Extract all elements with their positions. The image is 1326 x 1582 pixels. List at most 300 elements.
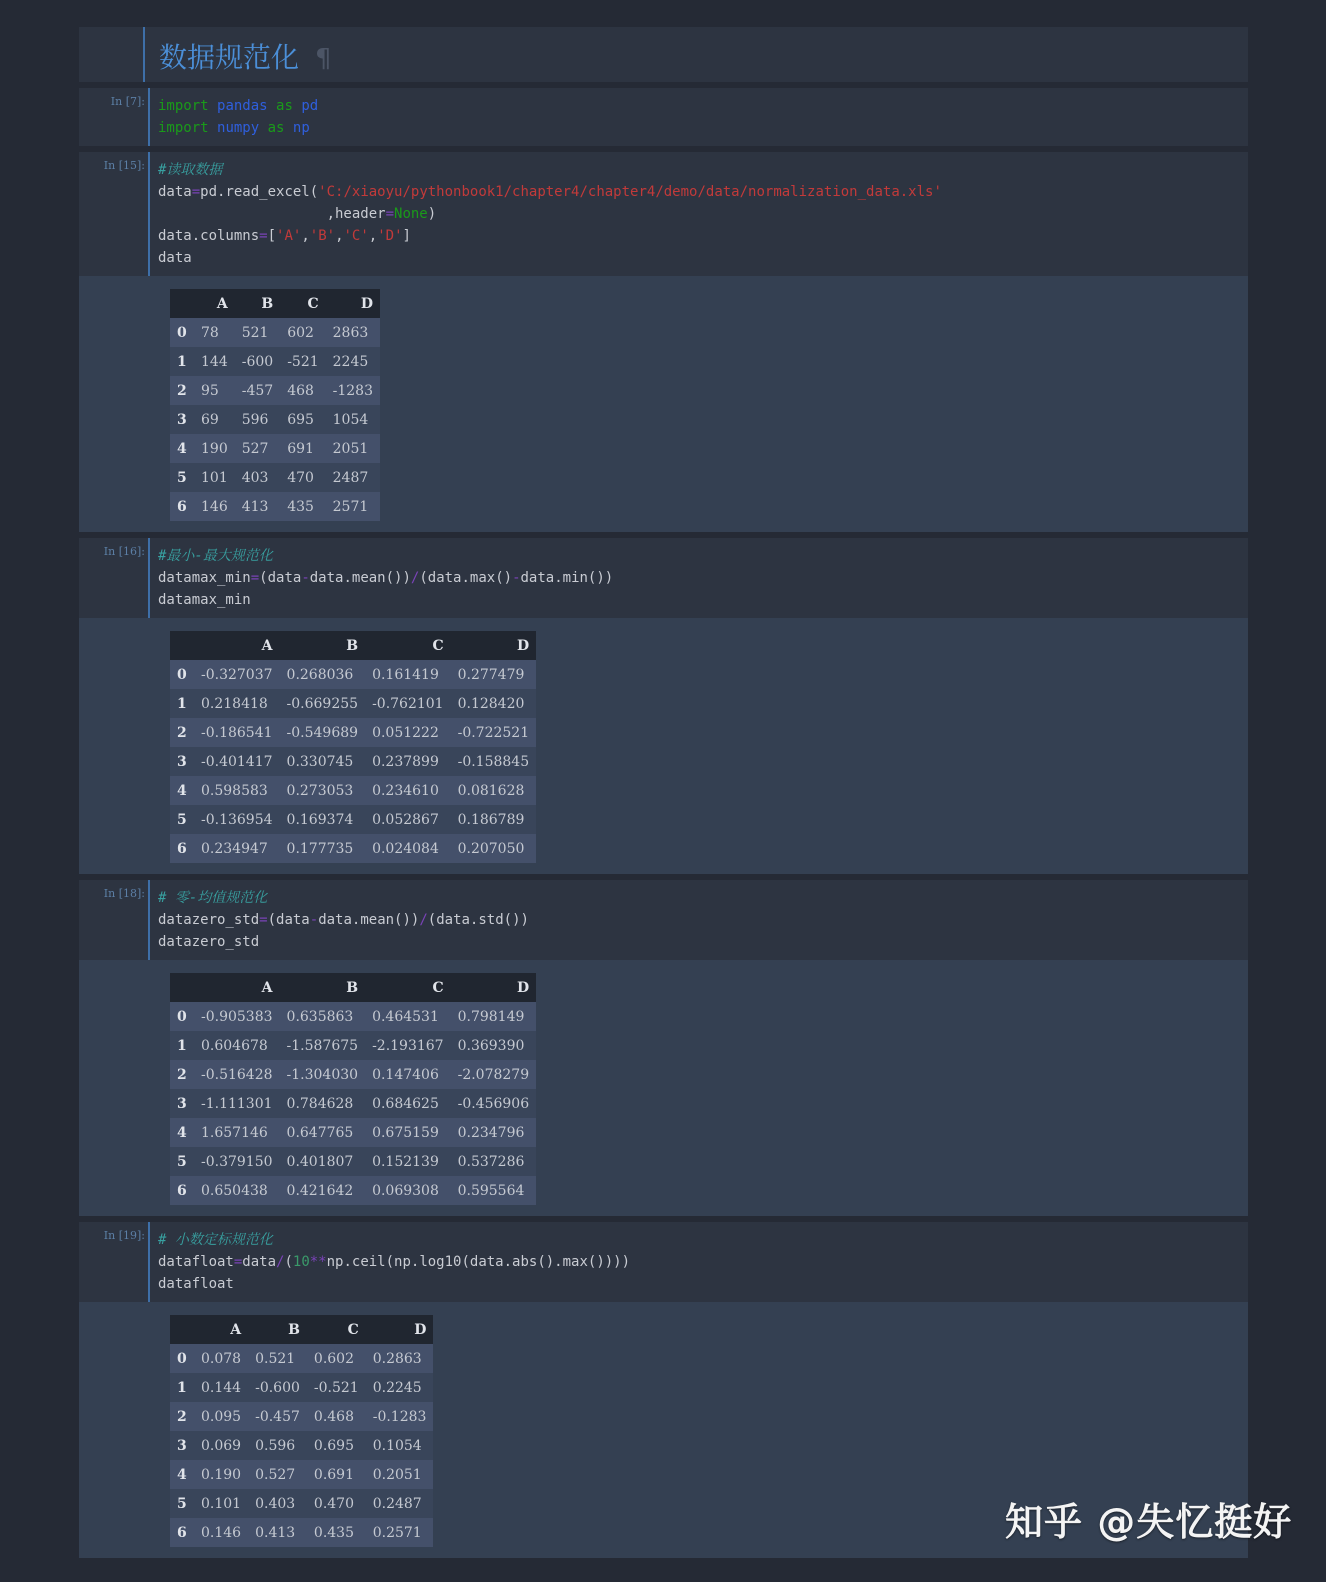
table-cell: 0.207050 [451, 834, 537, 863]
table-row [170, 434, 380, 463]
table-row [170, 660, 536, 689]
row-index: 1 [170, 1373, 194, 1402]
code-token: = [250, 570, 260, 586]
table-cell: -0.186541 [194, 718, 280, 747]
input-area [79, 88, 1248, 146]
table-cell: 0.177735 [280, 834, 366, 863]
row-index: 1 [170, 1031, 194, 1060]
code-token: (data.max() [419, 570, 513, 586]
column-header: C [307, 1315, 366, 1344]
watermark: 知乎 @失忆挺好 [1005, 1500, 1293, 1544]
table-cell: 0.470 [307, 1489, 366, 1518]
code-line [158, 545, 1248, 567]
table-cell: 0.146 [194, 1518, 248, 1547]
code-token: (data [259, 570, 302, 586]
section-heading [159, 36, 332, 76]
output-area [79, 276, 1248, 532]
input-area [79, 538, 1248, 618]
code-token: 'C' [343, 228, 369, 244]
code-line [158, 567, 1248, 589]
table-cell: -2.078279 [451, 1060, 537, 1089]
code-token: = [191, 184, 201, 200]
code-token: 'B' [309, 228, 336, 244]
table-cell: 435 [280, 492, 325, 521]
table-row [170, 689, 536, 718]
table-cell: 190 [194, 434, 235, 463]
code-token: 'A' [276, 228, 302, 244]
row-index: 3 [170, 1089, 194, 1118]
table-cell: 2051 [326, 434, 380, 463]
table-cell: 78 [194, 318, 235, 347]
table-cell: -0.516428 [194, 1060, 280, 1089]
code-token: = [259, 912, 268, 928]
code-token: data [242, 1254, 277, 1270]
code-token: = [259, 228, 268, 244]
table-row [170, 347, 380, 376]
table-cell: -0.669255 [280, 689, 366, 718]
column-header: B [280, 631, 366, 660]
code-token: None [394, 206, 428, 222]
table-cell: -0.600 [248, 1373, 307, 1402]
code-token: datafloat [158, 1276, 234, 1292]
row-index: 4 [170, 1460, 194, 1489]
table-row [170, 376, 380, 405]
table-cell: 2487 [326, 463, 380, 492]
row-index: 4 [170, 776, 194, 805]
table-row [170, 1489, 433, 1518]
table-cell: -1.587675 [280, 1031, 366, 1060]
code-line [158, 589, 1248, 611]
code-token: datamax_min [158, 592, 251, 608]
column-header: A [194, 1315, 248, 1344]
row-index: 3 [170, 405, 194, 434]
table-cell: 0.330745 [280, 747, 366, 776]
input-prompt: In [19]: [103, 1229, 145, 1242]
table-row [170, 1431, 433, 1460]
code-token: , [368, 228, 378, 244]
code-editor[interactable] [148, 538, 1248, 618]
column-header: B [235, 289, 280, 318]
markdown-cell[interactable] [79, 27, 1248, 82]
table-cell: -457 [235, 376, 280, 405]
table-cell: -0.457 [248, 1402, 307, 1431]
table-cell: 0.069 [194, 1431, 248, 1460]
code-token: = [385, 206, 395, 222]
code-token: np [292, 120, 310, 136]
code-token: 10 [292, 1254, 310, 1270]
table-cell: 403 [235, 463, 280, 492]
column-header: D [366, 1315, 434, 1344]
column-header: B [280, 973, 366, 1002]
input-prompt: In [7]: [110, 95, 145, 108]
code-token: - [512, 570, 521, 586]
table-cell: 0.081628 [451, 776, 537, 805]
column-header: C [365, 973, 451, 1002]
code-token [268, 98, 276, 114]
table-cell: 0.468 [307, 1402, 366, 1431]
row-index: 5 [170, 1489, 194, 1518]
table-cell: 0.2487 [366, 1489, 434, 1518]
table-cell: -0.1283 [366, 1402, 434, 1431]
row-index: 5 [170, 1147, 194, 1176]
table-cell: 1.657146 [194, 1118, 280, 1147]
code-token: / [276, 1254, 285, 1270]
table-header-row [170, 631, 536, 660]
table-cell: 0.186789 [451, 805, 537, 834]
table-cell: 0.647765 [280, 1118, 366, 1147]
table-cell: -0.158845 [451, 747, 537, 776]
table-cell: 0.369390 [451, 1031, 537, 1060]
row-index: 0 [170, 1002, 194, 1031]
table-cell: 0.147406 [365, 1060, 451, 1089]
table-cell: -0.722521 [451, 718, 537, 747]
column-header: D [451, 973, 537, 1002]
table-cell: -0.327037 [194, 660, 280, 689]
code-token: (data [267, 912, 310, 928]
table-cell: 468 [280, 376, 325, 405]
code-token [259, 120, 267, 136]
input-area [79, 1222, 1248, 1302]
table-cell: -1.111301 [194, 1089, 280, 1118]
table-cell: -1283 [326, 376, 380, 405]
code-cell[interactable] [79, 88, 1248, 146]
index-header [170, 289, 194, 318]
table-cell: -2.193167 [365, 1031, 451, 1060]
row-index: 2 [170, 718, 194, 747]
code-line [158, 931, 1248, 953]
code-token: , [335, 228, 344, 244]
table-cell: -600 [235, 347, 280, 376]
code-token: data.min()) [520, 570, 614, 586]
code-token: data.mean()) [318, 912, 420, 928]
table-row [170, 1002, 536, 1031]
table-cell: 0.128420 [451, 689, 537, 718]
table-row [170, 805, 536, 834]
code-token: ) [427, 206, 437, 222]
code-token: / [419, 912, 428, 928]
input-prompt: In [16]: [103, 545, 145, 558]
table-cell: -0.379150 [194, 1147, 280, 1176]
code-token: data.mean()) [309, 570, 411, 586]
table-row [170, 1118, 536, 1147]
dataframe-table [170, 289, 380, 521]
code-token [209, 98, 217, 114]
code-token: pd [301, 98, 319, 114]
row-index: 0 [170, 660, 194, 689]
output-area [79, 960, 1248, 1216]
table-cell: 0.675159 [365, 1118, 451, 1147]
code-token: 'C:/xiaoyu/pythonbook1/chapter4/chapter4/demo/data/normalization_data.xls' [318, 184, 942, 200]
row-index: 3 [170, 747, 194, 776]
code-editor[interactable] [148, 1222, 1248, 1302]
table-cell: 0.161419 [365, 660, 451, 689]
code-line [158, 225, 1248, 247]
column-header: A [194, 631, 280, 660]
table-cell: 2245 [326, 347, 380, 376]
table-cell: 0.691 [307, 1460, 366, 1489]
table-cell: -1.304030 [280, 1060, 366, 1089]
code-token: data [158, 184, 192, 200]
code-token: - [301, 570, 310, 586]
table-cell: 527 [235, 434, 280, 463]
code-token: ( [284, 1254, 293, 1270]
table-cell: 1054 [326, 405, 380, 434]
table-cell: 596 [235, 405, 280, 434]
table-cell: 0.1054 [366, 1431, 434, 1460]
code-line [158, 887, 1248, 909]
table-cell: 0.169374 [280, 805, 366, 834]
index-header [170, 973, 194, 1002]
table-cell: 0.237899 [365, 747, 451, 776]
code-token: datazero_std [158, 912, 260, 928]
code-token: import [158, 120, 209, 136]
code-line [158, 1273, 1248, 1295]
table-row [170, 318, 380, 347]
table-cell: 0.598583 [194, 776, 280, 805]
code-line [158, 159, 1248, 181]
table-row [170, 463, 380, 492]
code-line [158, 117, 1248, 139]
table-cell: 0.527 [248, 1460, 307, 1489]
row-index: 5 [170, 463, 194, 492]
table-cell: 0.684625 [365, 1089, 451, 1118]
code-token: (data.std()) [427, 912, 529, 928]
code-token: - [309, 912, 319, 928]
code-token: ] [402, 228, 411, 244]
code-line [158, 203, 1248, 225]
column-header: A [194, 289, 235, 318]
code-token: / [410, 570, 420, 586]
table-cell: -521 [280, 347, 325, 376]
row-index: 2 [170, 1402, 194, 1431]
column-header: A [194, 973, 280, 1002]
table-cell: 0.277479 [451, 660, 537, 689]
table-row [170, 776, 536, 805]
table-cell: 95 [194, 376, 235, 405]
row-index: 6 [170, 1518, 194, 1547]
code-token: pd.read_excel( [200, 184, 319, 200]
table-cell: 2571 [326, 492, 380, 521]
code-token: ,header [158, 206, 386, 222]
table-cell: 0.2051 [366, 1460, 434, 1489]
table-cell: 0.051222 [365, 718, 451, 747]
dataframe-table [170, 1315, 433, 1547]
table-header-row [170, 973, 536, 1002]
code-token [209, 120, 217, 136]
code-line [158, 1229, 1248, 1251]
code-editor[interactable] [148, 152, 1248, 276]
table-row [170, 1176, 536, 1205]
code-token: datamax_min [158, 570, 251, 586]
code-cells [79, 88, 1248, 1558]
code-token: data.columns [158, 228, 260, 244]
table-cell: 470 [280, 463, 325, 492]
table-row [170, 405, 380, 434]
input-area [79, 880, 1248, 960]
code-token: as [267, 120, 285, 136]
table-cell: 413 [235, 492, 280, 521]
table-header-row [170, 1315, 433, 1344]
row-index: 6 [170, 492, 194, 521]
code-token: datafloat [158, 1254, 234, 1270]
dataframe-table [170, 631, 536, 863]
input-prompt: In [15]: [103, 159, 145, 172]
table-cell: 144 [194, 347, 235, 376]
code-token: [ [267, 228, 277, 244]
notebook [79, 27, 1248, 1564]
table-cell: 101 [194, 463, 235, 492]
table-cell: 0.078 [194, 1344, 248, 1373]
table-cell: 0.024084 [365, 834, 451, 863]
table-row [170, 1373, 433, 1402]
table-cell: 0.2571 [366, 1518, 434, 1547]
code-token: as [276, 98, 293, 114]
table-cell: 0.190 [194, 1460, 248, 1489]
table-cell: 0.2863 [366, 1344, 434, 1373]
column-header: D [326, 289, 380, 318]
code-token: , [301, 228, 310, 244]
column-header: C [365, 631, 451, 660]
code-token: 'D' [377, 228, 403, 244]
index-header [170, 631, 194, 660]
cell-selection-bar [143, 27, 145, 82]
table-cell: 2863 [326, 318, 380, 347]
dataframe-table [170, 973, 536, 1205]
row-index: 6 [170, 834, 194, 863]
code-token: #最小-最大规范化 [158, 548, 273, 564]
row-index: 4 [170, 1118, 194, 1147]
table-row [170, 718, 536, 747]
table-cell: 0.521 [248, 1344, 307, 1373]
code-cell[interactable] [79, 880, 1248, 1216]
code-token: datazero_std [158, 934, 260, 950]
table-row [170, 1060, 536, 1089]
code-token: data [158, 250, 192, 266]
table-cell: 521 [235, 318, 280, 347]
index-header [170, 1315, 194, 1344]
row-index: 2 [170, 376, 194, 405]
row-index: 1 [170, 689, 194, 718]
anchor-link-icon[interactable]: ¶ [315, 44, 332, 74]
table-cell: -0.401417 [194, 747, 280, 776]
table-row [170, 834, 536, 863]
code-token: = [233, 1254, 243, 1270]
table-cell: -0.762101 [365, 689, 451, 718]
table-cell: 0.413 [248, 1518, 307, 1547]
table-cell: 0.218418 [194, 689, 280, 718]
table-cell: -0.456906 [451, 1089, 537, 1118]
table-cell: 0.650438 [194, 1176, 280, 1205]
code-cell[interactable] [79, 538, 1248, 874]
table-cell: 0.234796 [451, 1118, 537, 1147]
table-cell: 691 [280, 434, 325, 463]
code-line [158, 247, 1248, 269]
code-line [158, 1251, 1248, 1273]
table-cell: -0.521 [307, 1373, 366, 1402]
table-cell: 0.273053 [280, 776, 366, 805]
table-cell: 146 [194, 492, 235, 521]
row-index: 0 [170, 318, 194, 347]
row-index: 1 [170, 347, 194, 376]
row-index: 0 [170, 1344, 194, 1373]
code-cell[interactable] [79, 152, 1248, 532]
input-area [79, 152, 1248, 276]
column-header: C [280, 289, 325, 318]
table-row [170, 492, 380, 521]
table-cell: 0.596 [248, 1431, 307, 1460]
code-editor[interactable] [148, 88, 1248, 146]
code-token: pandas [217, 98, 268, 114]
table-row [170, 1344, 433, 1373]
code-editor[interactable] [148, 880, 1248, 960]
table-cell: 0.604678 [194, 1031, 280, 1060]
code-token: ** [309, 1254, 327, 1270]
table-cell: -0.549689 [280, 718, 366, 747]
column-header: B [248, 1315, 307, 1344]
table-cell: 0.234610 [365, 776, 451, 805]
table-cell: -0.136954 [194, 805, 280, 834]
code-token [284, 120, 292, 136]
code-token: numpy [217, 120, 260, 136]
table-row [170, 747, 536, 776]
table-cell: 0.069308 [365, 1176, 451, 1205]
table-cell: 0.537286 [451, 1147, 537, 1176]
table-row [170, 1402, 433, 1431]
row-index: 3 [170, 1431, 194, 1460]
row-index: 2 [170, 1060, 194, 1089]
table-row [170, 1089, 536, 1118]
table-cell: 0.152139 [365, 1147, 451, 1176]
code-token: import [158, 98, 209, 114]
output-area [79, 618, 1248, 874]
table-cell: 0.695 [307, 1431, 366, 1460]
table-cell: 0.421642 [280, 1176, 366, 1205]
table-row [170, 1518, 433, 1547]
row-index: 4 [170, 434, 194, 463]
table-cell: 0.144 [194, 1373, 248, 1402]
table-header-row [170, 289, 380, 318]
table-cell: 0.095 [194, 1402, 248, 1431]
table-cell: 0.784628 [280, 1089, 366, 1118]
table-cell: 0.101 [194, 1489, 248, 1518]
code-token: #读取数据 [158, 162, 223, 178]
table-cell: 695 [280, 405, 325, 434]
code-token: # 小数定标规范化 [158, 1232, 273, 1248]
table-cell: 0.403 [248, 1489, 307, 1518]
table-cell: 0.234947 [194, 834, 280, 863]
table-cell: 0.464531 [365, 1002, 451, 1031]
table-cell: 0.2245 [366, 1373, 434, 1402]
table-cell: 69 [194, 405, 235, 434]
column-header: D [451, 631, 537, 660]
code-line [158, 95, 1248, 117]
code-token: # 零-均值规范化 [158, 890, 268, 906]
code-line [158, 909, 1248, 931]
table-cell: 0.595564 [451, 1176, 537, 1205]
input-prompt: In [18]: [103, 887, 145, 900]
heading-text: 数据规范化 [159, 41, 300, 74]
row-index: 5 [170, 805, 194, 834]
table-cell: 0.798149 [451, 1002, 537, 1031]
code-token: np.ceil(np.log10(data.abs().max()))) [326, 1254, 631, 1270]
row-index: 6 [170, 1176, 194, 1205]
table-row [170, 1147, 536, 1176]
table-cell: 0.602 [307, 1344, 366, 1373]
table-cell: 0.635863 [280, 1002, 366, 1031]
table-cell: 0.268036 [280, 660, 366, 689]
table-cell: 0.401807 [280, 1147, 366, 1176]
code-line [158, 181, 1248, 203]
